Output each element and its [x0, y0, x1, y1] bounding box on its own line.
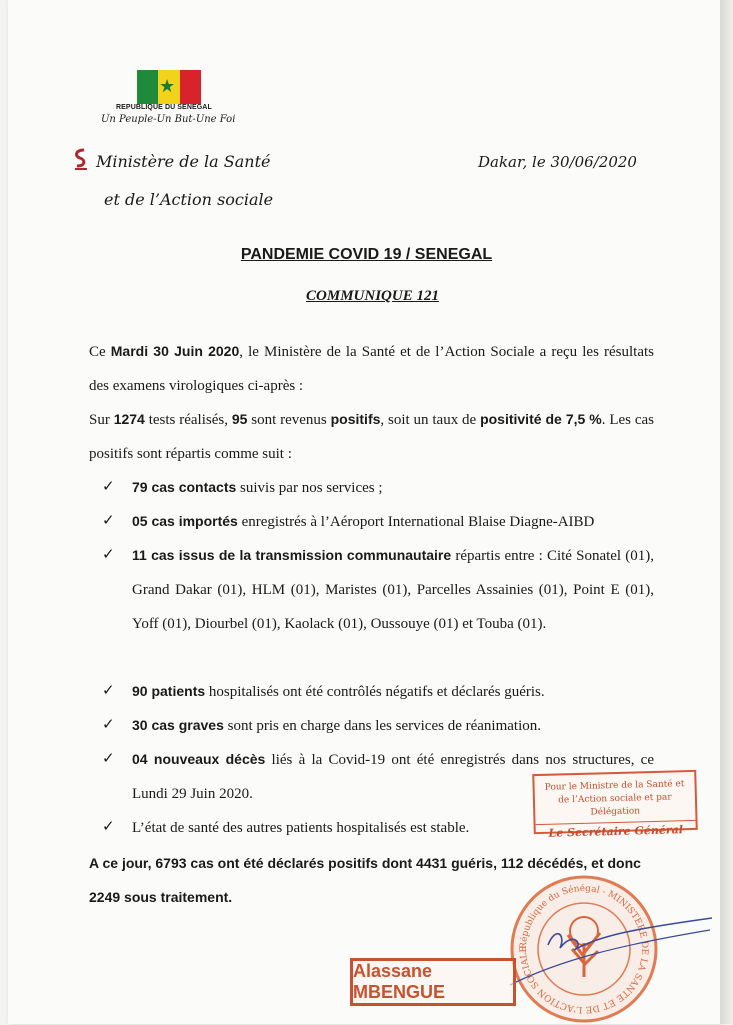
stamp-line: de l’Action sociale et par Délégation	[558, 792, 672, 818]
bullet-text: répartis entre : Cité Sonatel (01), Grand Dakar (01), HLM (01), Maristes (01), Parcelles Assainies (01), Point E (01), Yoff (01), Diourbel (01), Kaolack (01), Oussouye (01) et Touba (01).	[132, 548, 654, 632]
intro-paragraph-1	[89, 334, 654, 403]
list-item	[102, 504, 654, 539]
communique-number: COMMUNIQUE 121	[306, 288, 439, 304]
list-item	[102, 708, 654, 743]
intro-text: . Les cas positifs sont répartis comme suit :	[89, 412, 655, 462]
checkmark-icon: ✓	[102, 717, 115, 733]
republic-label: REPUBLIQUE DU SENEGAL	[116, 104, 212, 111]
bullet-text: suivis par nos services ;	[236, 480, 383, 496]
checkmark-icon: ✓	[102, 547, 115, 563]
stamp-line: Pour le Ministre de la Santé et	[544, 779, 685, 793]
checkmark-icon: ✓	[102, 751, 115, 767]
official-seal	[508, 873, 660, 1025]
positive-label: positifs	[330, 411, 381, 427]
intro-text: Sur	[89, 412, 114, 428]
flag-star-icon: ★	[159, 76, 176, 96]
ministry-logo-icon	[70, 147, 92, 171]
bullet-bold: 05 cas importés	[132, 513, 238, 529]
positive-count: 95	[231, 411, 248, 427]
bullet-text: L’état de santé des autres patients hospitalisés est stable.	[132, 820, 470, 836]
bullet-bold: 79 cas contacts	[132, 479, 237, 495]
senegal-flag	[137, 70, 201, 104]
bullet-text: sont pris en charge dans les services de réanimation.	[223, 718, 541, 734]
intro-text: Ce	[89, 344, 111, 360]
list-item	[102, 538, 654, 641]
list-item	[102, 810, 542, 845]
bullet-bold: 90 patients	[132, 683, 206, 699]
tests-count: 1274	[113, 411, 145, 427]
intro-text: tests réalisés,	[144, 412, 232, 428]
checkmark-icon: ✓	[102, 479, 115, 495]
bullet-bold: 04 nouveaux décès	[132, 751, 266, 767]
summary-paragraph: A ce jour, 6793 cas ont été déclarés positifs dont 4431 guéris, 112 décédés, et donc 2249 sous traitement.	[89, 855, 641, 905]
national-motto: Un Peuple-Un But-Une Foi	[101, 114, 236, 125]
intro-paragraph-2	[89, 402, 654, 471]
checkmark-icon: ✓	[102, 513, 115, 529]
ministry-name-line2: et de l’Action sociale	[104, 190, 274, 209]
bullet-bold: 11 cas issus de la transmission communautaire	[132, 547, 452, 563]
signatory-name: Alassane MBENGUE	[350, 958, 516, 1006]
checkmark-icon: ✓	[102, 683, 115, 699]
document-date: Dakar, le 30/06/2020	[478, 153, 637, 171]
document-title: PANDEMIE COVID 19 / SENEGAL	[240, 246, 493, 263]
intro-text: sont revenus	[247, 412, 331, 428]
bullet-text: liés à la Covid-19 ont été enregistrés dans nos structures, ce Lundi 29 Juin 2020.	[132, 752, 654, 802]
flag-green-band	[137, 70, 158, 104]
page-edge-shadow	[720, 0, 733, 1024]
stamp-title: Le Secrétaire Général	[536, 820, 696, 840]
intro-date: Mardi 30 Juin 2020	[110, 343, 240, 359]
positivity-rate: positivité de 7,5 %	[480, 411, 602, 427]
ministry-name-line1: Ministère de la Santé	[96, 152, 271, 171]
bullet-bold: 30 cas graves	[132, 717, 224, 733]
list-item	[102, 674, 654, 709]
intro-text: , le Ministère de la Santé et de l’Action Sociale a reçu les résultats des examens virologiques ci-après :	[89, 344, 654, 394]
flag-red-band	[180, 70, 201, 104]
delegation-stamp	[532, 770, 698, 840]
seal-text-path: République du Sénégal - MINISTERE DE LA SANTE ET DE L'ACTION SOCIALE	[518, 883, 650, 1015]
bullet-text: enregistrés à l’Aéroport International Blaise Diagne-AIBD	[237, 514, 595, 530]
checkmark-icon: ✓	[102, 819, 115, 835]
bullet-text: hospitalisés ont été contrôlés négatifs et déclarés guéris.	[205, 684, 545, 700]
intro-text: , soit un taux de	[380, 412, 481, 428]
list-item	[102, 470, 654, 505]
